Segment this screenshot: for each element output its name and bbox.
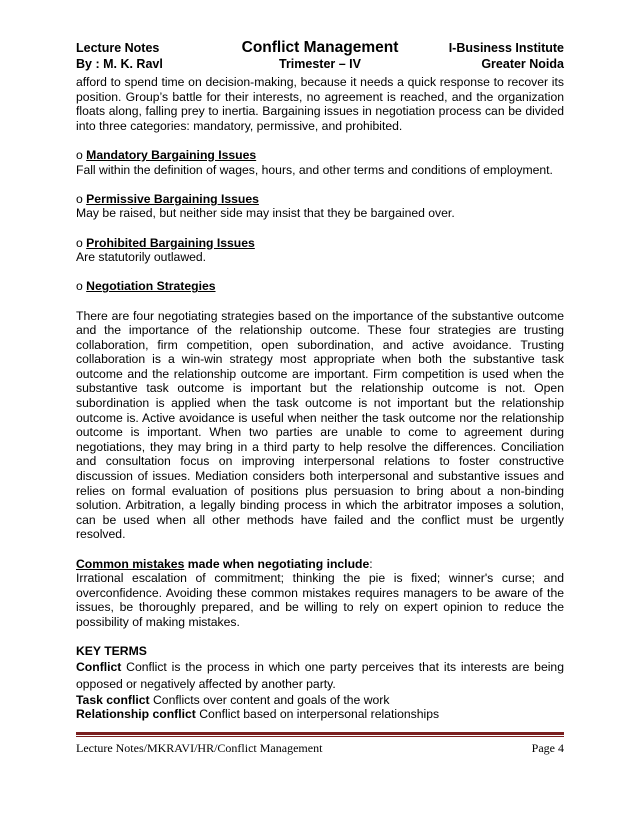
header-row-2 <box>76 56 564 72</box>
key-term-relationship-conflict <box>76 707 564 722</box>
header-location: Greater Noida <box>481 57 564 71</box>
mandatory-text: Fall within the definition of wages, hours, and other terms and conditions of employment. <box>76 162 553 177</box>
negotiation-heading <box>76 279 564 294</box>
footer-path: Lecture Notes/MKRAVI/HR/Conflict Management <box>76 741 323 755</box>
bullet-marker: o <box>76 147 83 162</box>
header-row-1 <box>76 40 564 56</box>
negotiation-title: Negotiation Strategies <box>86 279 216 294</box>
key-term-definition: Conflict based on interpersonal relationships <box>195 707 440 722</box>
key-term-definition: Conflict is the process in which one party perceives that its interests are being opposed or negatively affected by another party. <box>76 659 564 691</box>
key-term-name: Conflict <box>76 659 122 674</box>
intro-paragraph: afford to spend time on decision-making, because it needs a quick response to recover its position. Group’s battle for their interests, no agreement is reached, and the organization floats along, falling prey to inertia. Bargaining issues in negotiation process can be divided into three categories: mandatory, permissive, and prohibited. <box>76 75 564 133</box>
document-page <box>76 40 564 722</box>
header-author: By : M. K. Ravl <box>76 57 163 71</box>
page-footer <box>76 732 564 756</box>
header-lecture-notes: Lecture Notes <box>76 41 160 55</box>
footer-page-number: Page 4 <box>531 741 564 755</box>
mistakes-title-rest: made when negotiating include <box>184 556 370 571</box>
mistakes-heading <box>76 557 564 572</box>
bullet-marker: o <box>76 279 83 294</box>
mistakes-colon: : <box>369 556 373 571</box>
document-body <box>76 75 564 722</box>
key-term-name: Relationship conflict <box>76 707 196 722</box>
mistakes-text: Irrational escalation of commitment; thinking the pie is fixed; winner's curse; and overconfidence. Avoiding these common mistakes requires managers to be aware of the issues, be thoroughly prepared, and be willing to rely on expert opinion to reduce the possibility of making mistakes. <box>76 571 564 629</box>
permissive-title: Permissive Bargaining Issues <box>86 191 259 206</box>
mandatory-heading <box>76 148 564 163</box>
footer-row <box>76 741 564 756</box>
permissive-heading <box>76 192 564 207</box>
key-term-definition: Conflicts over content and goals of the work <box>149 692 390 707</box>
permissive-text: May be raised, but neither side may insist that they be bargained over. <box>76 206 455 221</box>
header-institute: I-Business Institute <box>448 41 564 55</box>
negotiation-text: There are four negotiating strategies based on the importance of the substantive outcome and the importance of the relationship outcome. These four strategies are trusting collaboration, firm competition, open subordination, and active avoidance. Trusting collaboration is a win-win strategy most appropriate when both the substantive task outcome and the relationship outcome are important. Firm competition is used when the substantive task outcome is important but the relationship outcome is not. Open subordination is applied when the task outcome is not important but the relationship outcome is. Active avoidance is useful when neither the task outcome nor the relationship outcome is important. When two parties are unable to come to agreement during negotiations, they may bring in a third party to help resolve the differences. Conciliation and consultation focus on improving interpersonal relations to foster constructive discussion of issues. Mediation considers both interpersonal and substantive issues and relies on formal evaluation of positions plus persuasion to bring about a non-binding solution. Arbitration, a legally binding process in which the arbitrator imposes a solution, can be used when all other methods have failed and the conflict must be urgently resolved. <box>76 308 564 542</box>
prohibited-title: Prohibited Bargaining Issues <box>86 235 255 250</box>
mandatory-title: Mandatory Bargaining Issues <box>86 147 257 162</box>
key-term-conflict <box>76 659 564 693</box>
bullet-marker: o <box>76 191 83 206</box>
mistakes-title-underlined: Common mistakes <box>76 556 185 571</box>
key-terms-title: KEY TERMS <box>76 644 147 659</box>
prohibited-text: Are statutorily outlawed. <box>76 250 207 265</box>
prohibited-heading <box>76 236 564 251</box>
key-term-task-conflict <box>76 693 564 708</box>
key-term-name: Task conflict <box>76 692 150 707</box>
header-trimester: Trimester – IV <box>279 57 361 71</box>
header-title: Conflict Management <box>241 39 399 56</box>
bullet-marker: o <box>76 235 83 250</box>
footer-rule-thick <box>76 732 564 735</box>
footer-rule-thin <box>76 736 564 737</box>
